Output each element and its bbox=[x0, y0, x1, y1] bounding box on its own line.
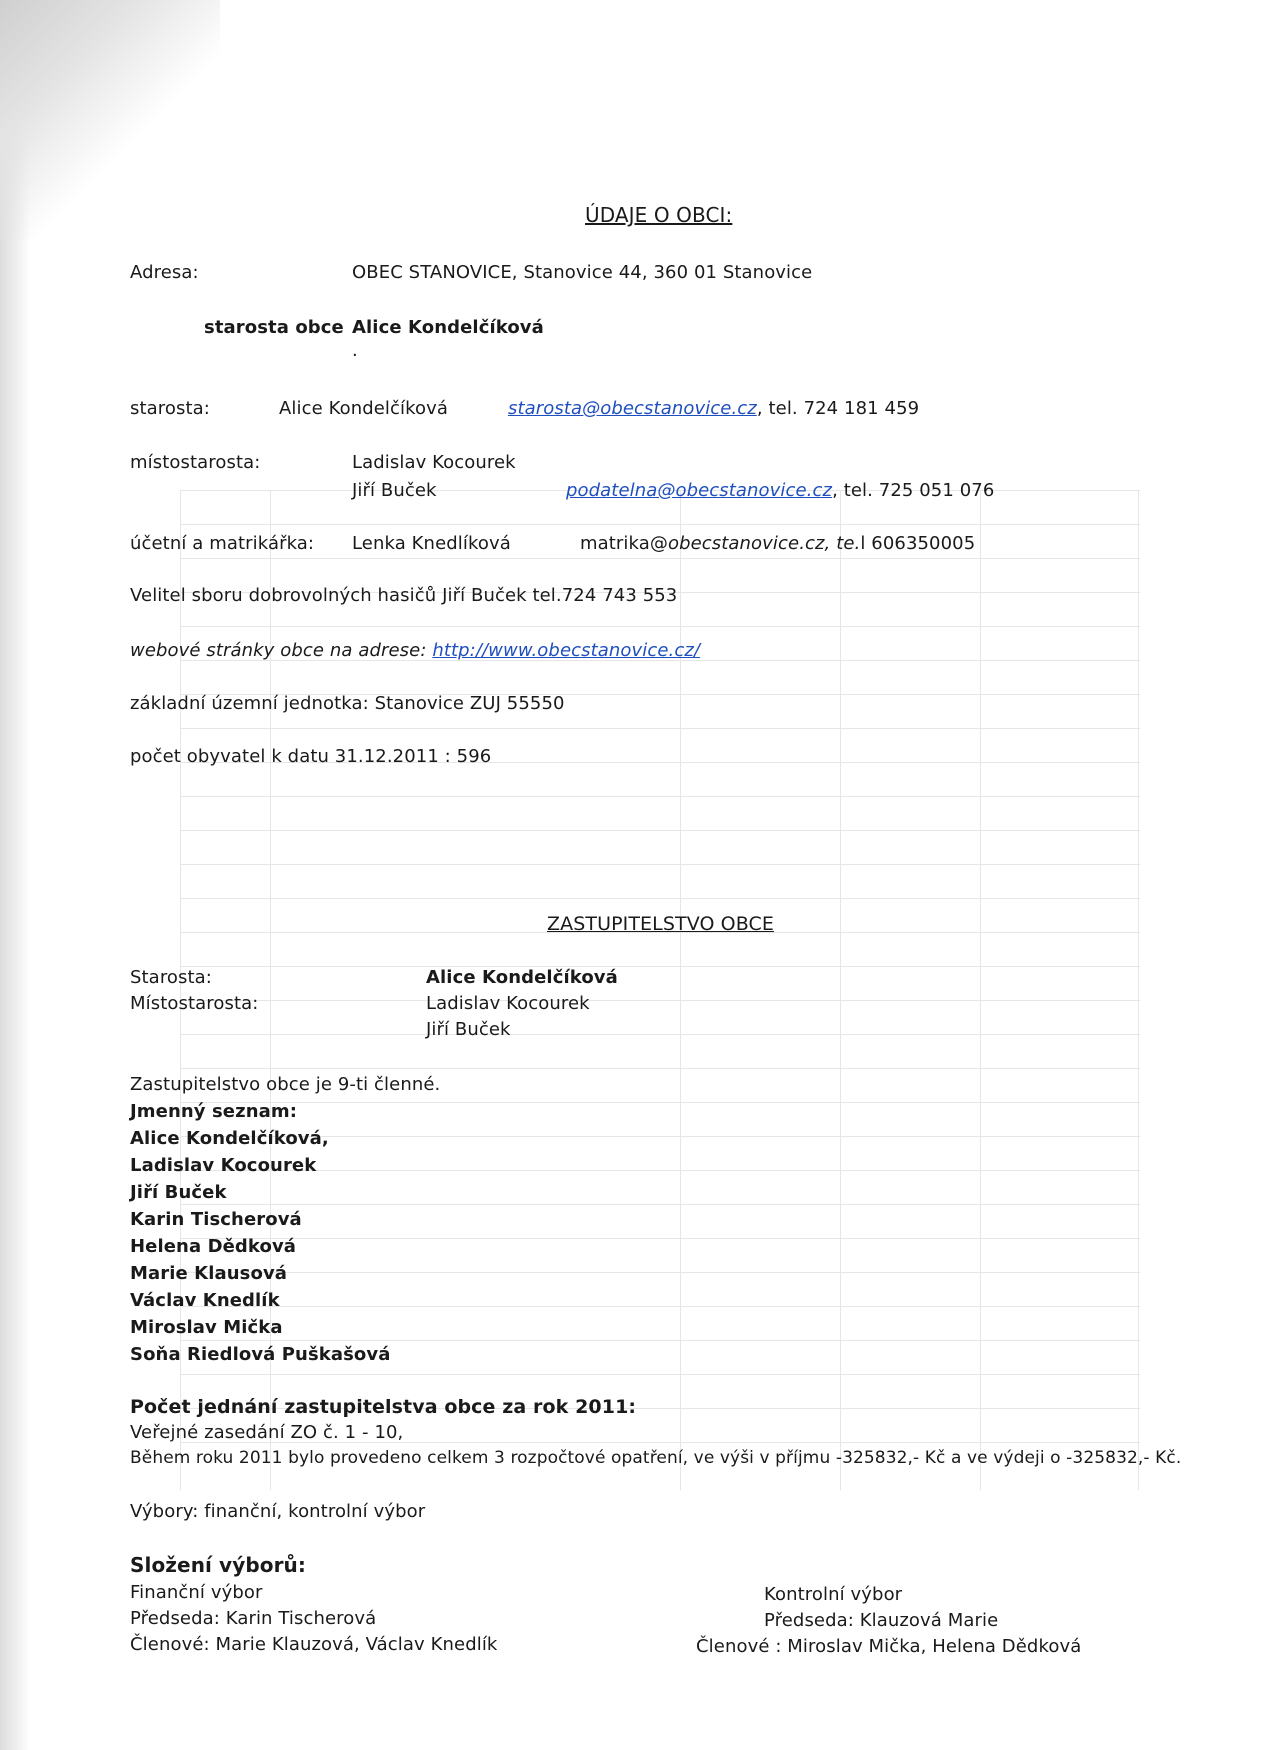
address-label: Adresa: bbox=[130, 262, 199, 283]
matrika-email-domain: obecstanovice.cz, te. bbox=[667, 533, 861, 554]
population-line: počet obyvatel k datu 31.12.2011 : 596 bbox=[130, 746, 492, 767]
zuj-line: základní územní jednotka: Stanovice ZUJ 55550 bbox=[130, 693, 565, 714]
member-name: Miroslav Mička bbox=[130, 1317, 283, 1338]
committees-heading: Složení výborů: bbox=[130, 1553, 306, 1577]
member-name: Soňa Riedlová Puškašová bbox=[130, 1344, 391, 1365]
budget-measures-text: Během roku 2011 bylo provedeno celkem 3 rozpočtové opatření, ve výši v příjmu -325832,- Kč a ve výdeji o -325832,- Kč. bbox=[130, 1448, 1182, 1468]
committees-list: Výbory: finanční, kontrolní výbor bbox=[130, 1501, 426, 1522]
kontrolni-vybor-name: Kontrolní výbor bbox=[764, 1584, 903, 1605]
address-value: OBEC STANOVICE, Stanovice 44, 360 01 Stanovice bbox=[352, 262, 813, 283]
financni-vybor-members: Členové: Marie Klauzová, Václav Knedlík bbox=[130, 1634, 498, 1655]
ucetni-label: účetní a matrikářka: bbox=[130, 533, 315, 554]
page-fold-corner bbox=[0, 0, 220, 240]
starosta-name: Alice Kondelčíková bbox=[279, 398, 449, 419]
council-heading: ZASTUPITELSTVO OBCE bbox=[547, 913, 774, 935]
starosta-email-link[interactable]: starosta@obecstanovice.cz bbox=[508, 398, 757, 419]
meetings-text: Veřejné zasedání ZO č. 1 - 10, bbox=[130, 1422, 404, 1443]
member-name: Ladislav Kocourek bbox=[130, 1155, 317, 1176]
website-link[interactable]: http://www.obecstanovice.cz/ bbox=[432, 640, 701, 661]
council-starosta-name: Alice Kondelčíková bbox=[426, 967, 618, 988]
council-size-text: Zastupitelstvo obce je 9-ti členné. bbox=[130, 1074, 441, 1095]
member-name: Karin Tischerová bbox=[130, 1209, 302, 1230]
mistostarosta-name-2: Jiří Buček bbox=[352, 480, 437, 501]
kontrolni-vybor-members: Členové : Miroslav Mička, Helena Dědková bbox=[696, 1636, 1082, 1657]
council-mistostarosta-name-1: Ladislav Kocourek bbox=[426, 993, 590, 1014]
member-name: Alice Kondelčíková, bbox=[130, 1128, 329, 1149]
matrika-email-prefix: matrika@ bbox=[580, 533, 668, 554]
council-mistostarosta-label: Místostarosta: bbox=[130, 993, 259, 1014]
member-name: Jiří Buček bbox=[130, 1182, 227, 1203]
mayor-line-label: starosta obce bbox=[204, 317, 344, 338]
member-list-heading: Jmenný seznam: bbox=[130, 1101, 298, 1122]
mayor-line-name: Alice Kondelčíková bbox=[352, 317, 544, 338]
member-name: Václav Knedlík bbox=[130, 1290, 280, 1311]
kontrolni-vybor-chair: Předseda: Klauzová Marie bbox=[764, 1610, 999, 1631]
council-starosta-label: Starosta: bbox=[130, 967, 212, 988]
mistostarosta-phone: , tel. 725 051 076 bbox=[832, 480, 995, 501]
ucetni-phone: l 606350005 bbox=[860, 533, 976, 554]
stray-dot: . bbox=[352, 340, 358, 361]
meetings-heading: Počet jednání zastupitelstva obce za rok 2011: bbox=[130, 1396, 637, 1418]
financni-vybor-chair: Předseda: Karin Tischerová bbox=[130, 1608, 377, 1629]
starosta-phone: , tel. 724 181 459 bbox=[756, 398, 920, 419]
starosta-label: starosta: bbox=[130, 398, 210, 419]
podatelna-email-link[interactable]: podatelna@obecstanovice.cz bbox=[566, 480, 833, 501]
council-mistostarosta-name-2: Jiří Buček bbox=[426, 1019, 511, 1040]
mistostarosta-name-1: Ladislav Kocourek bbox=[352, 452, 516, 473]
page-title: ÚDAJE O OBCI: bbox=[585, 203, 733, 227]
mistostarosta-label: místostarosta: bbox=[130, 452, 261, 473]
financni-vybor-name: Finanční výbor bbox=[130, 1582, 263, 1603]
scan-edge bbox=[0, 0, 30, 1750]
website-label: webové stránky obce na adrese: bbox=[130, 640, 427, 661]
member-name: Helena Dědková bbox=[130, 1236, 297, 1257]
ucetni-name: Lenka Knedlíková bbox=[352, 533, 511, 554]
member-name: Marie Klausová bbox=[130, 1263, 288, 1284]
fire-brigade-line: Velitel sboru dobrovolných hasičů Jiří Buček tel.724 743 553 bbox=[130, 585, 678, 606]
